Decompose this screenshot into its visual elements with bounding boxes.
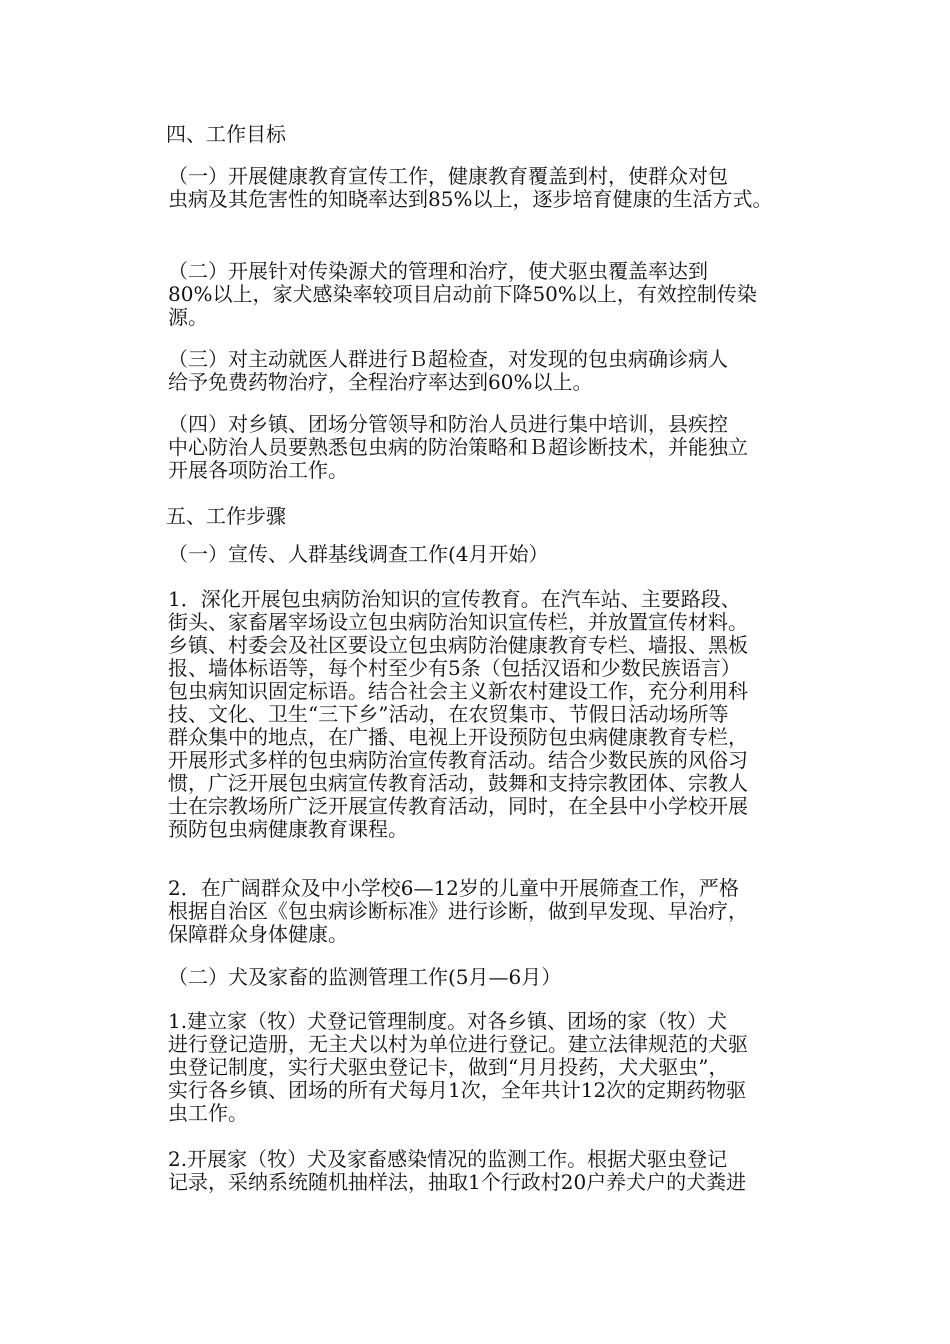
- paragraph-step-2-2: 2.开展家（牧）犬及家畜感染情况的监测工作。根据犬驱虫登记 记录，采纳系统随机抽样法，抽取1个行政村20户养犬户的犬粪进: [168, 1147, 747, 1194]
- paragraph-goal-1: （一）开展健康教育宣传工作，健康教育覆盖到村，使群众对包 虫病及其危害性的知晓率达到85%以上，逐步培育健康的生活方式。: [168, 164, 773, 211]
- section-heading-4: 四、工作目标: [166, 122, 286, 146]
- paragraph-goal-4: （四）对乡镇、团场分管领导和防治人员进行集中培训，县疾控 中心防治人员要熟悉包虫病的防治策略和Ｂ超诊断技术，并能独立 开展各项防治工作。: [168, 412, 748, 482]
- paragraph-goal-3: （三）对主动就医人群进行Ｂ超检查，对发现的包虫病确诊病人 给予免费药物治疗，全程治疗率达到60%以上。: [168, 347, 728, 394]
- paragraph-goal-2: （二）开展针对传染源犬的管理和治疗，使犬驱虫覆盖率达到 80%以上，家犬感染率较项目启动前下降50%以上，有效控制传染 源。: [168, 259, 757, 329]
- paragraph-step-1-1: 1．深化开展包虫病防治知识的宣传教育。在汽车站、主要路段、 街头、家畜屠宰场设立包虫病防治知识宣传栏，并放置宣传材料。 乡镇、村委会及社区要设立包虫病防治健康教育专栏、墙报、黑板 报、墙体标语等，每个村至少有5条（包括汉语和少数民族语言） 包虫病知识固定标语。结合社会主义新农村建设工作，充分利用科 技、文化、卫生“三下乡”活动，在农贸集市、节假日活动场所等 群众集中的地点，在广播、电视上开设预防包虫病健康教育专栏， 开展形式多样的包虫病防治宣传教育活动。结合少数民族的风俗习 惯，广泛开展包虫病宣传教育活动，鼓舞和支持宗教团体、宗教人 士在宗教场所广泛开展宣传教育活动，同时，在全县中小学校开展 预防包虫病健康教育课程。: [168, 587, 748, 841]
- paragraph-step-2-1: 1.建立家（牧）犬登记管理制度。对各乡镇、团场的家（牧）犬 进行登记造册，无主犬以村为单位进行登记。建立法律规范的犬驱 虫登记制度，实行犬驱虫登记卡，做到“月月投药，犬犬驱虫”， 实行各乡镇、团场的所有犬每月1次，全年共计12次的定期药物驱 虫工作。: [168, 1009, 748, 1125]
- section-heading-5: 五、工作步骤: [166, 504, 286, 528]
- paragraph-step-1-2: 2．在广阔群众及中小学校6—12岁的儿童中开展筛查工作，严格 根据自治区《包虫病诊断标准》进行诊断，做到早发现、早治疗， 保障群众身体健康。: [168, 876, 748, 946]
- subsection-heading-1: （一）宣传、人群基线调查工作(4月开始）: [168, 542, 549, 566]
- subsection-heading-2: （二）犬及家畜的监测管理工作(5月—6月）: [168, 965, 562, 989]
